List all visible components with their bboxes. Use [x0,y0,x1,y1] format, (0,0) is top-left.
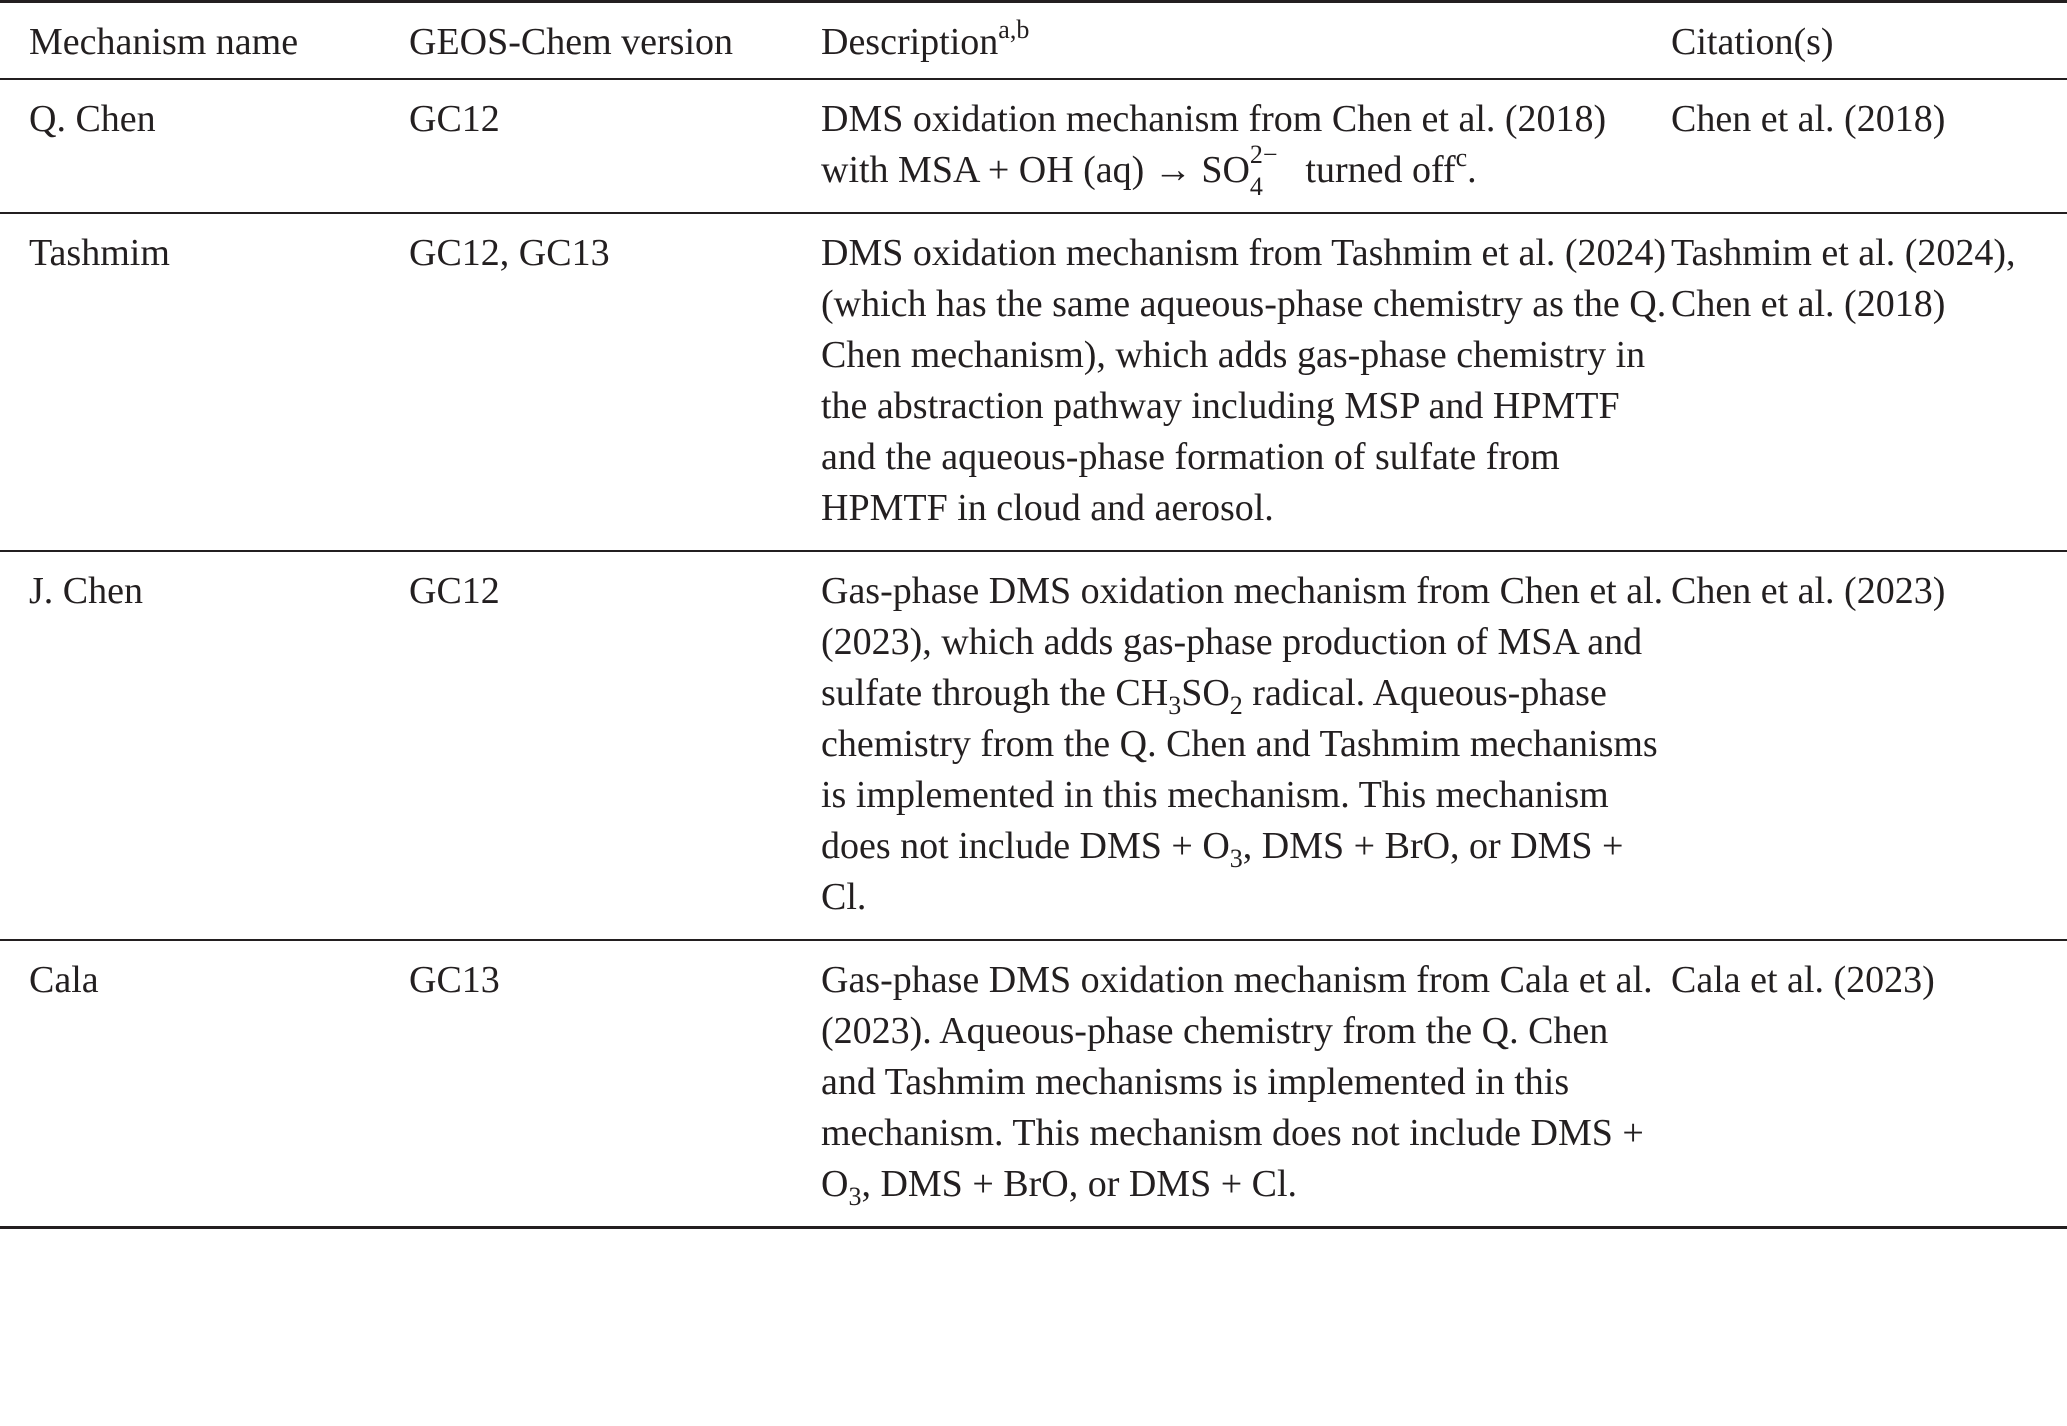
cell-description [821,79,1671,213]
desc-text: . [1467,149,1477,191]
table-header [0,2,2067,80]
cell-citations [1671,213,2067,551]
desc-text: DMS oxidation mechanism from Chen et al. (2018) with MSA + OH (aq) → SO [821,98,1607,191]
desc-text: , DMS + BrO, or DMS + Cl. [861,1163,1298,1205]
header-mechanism-name: Mechanism name [29,21,299,63]
table-row [0,551,2067,940]
sulfate-charge: 2− [1249,140,1278,169]
cell-citations [1671,551,2067,940]
citation: Chen et al. (2023) [1671,570,1946,612]
sulfate-charge-index [1249,140,1296,201]
cell-description [821,940,1671,1228]
desc-text: SO [1181,672,1230,714]
header-description [821,2,1671,80]
cell-version: GC13 [409,959,500,1001]
cell-version: GC12 [409,570,500,612]
desc-text: Gas-phase DMS oxidation mechanism from Cala et al. (2023). Aqueous-phase chemistry from the Q. Chen and Tashmim mechanisms is implemented in this mechanism. This mechanism does not include DMS + O [821,959,1653,1205]
citation: Chen et al. (2018) [1671,98,1946,140]
desc-text: turned off [1295,149,1456,191]
citation: Chen et al. (2018) [1671,283,1946,325]
table-row [0,940,2067,1228]
cell-mechanism-name: Q. Chen [29,98,156,140]
cell-version: GC12, GC13 [409,232,610,274]
table-row [0,213,2067,551]
subscript: 2 [1229,691,1243,720]
cell-mechanism-name: J. Chen [29,570,143,612]
desc-text: radical. Aqueous-phase chemistry from the Q. Chen and Tashmim mechanisms is implemented in this mechanism. This mechanism does not include DMS + O [821,672,1658,867]
sulfate-index: 4 [1249,172,1263,201]
header-geos-chem-version: GEOS-Chem version [409,21,734,63]
citation: Tashmim et al. (2024), [1671,232,2016,274]
desc-text: DMS oxidation mechanism from Tashmim et al. (2024) (which has the same aqueous-phase chemistry as the Q. Chen mechanism), which adds gas-phase chemistry in the abstraction pathway including MSP and HPMTF and the aqueous-phase formation of sulfate from HPMTF in cloud and aerosol. [821,232,1667,529]
table-body [0,79,2067,1228]
subscript: 3 [848,1182,862,1211]
subscript: 3 [1168,691,1182,720]
cell-description [821,551,1671,940]
table-row [0,79,2067,213]
header-description-label: Description [821,21,999,63]
cell-mechanism-name: Tashmim [29,232,170,274]
cell-citations [1671,940,2067,1228]
cell-description [821,213,1671,551]
footnote-marker: c [1455,143,1468,172]
cell-version: GC12 [409,98,500,140]
subscript: 3 [1229,844,1243,873]
cell-mechanism-name: Cala [29,959,99,1001]
header-citations: Citation(s) [1671,21,1834,63]
citation: Cala et al. (2023) [1671,959,1935,1001]
desc-text: , DMS + BrO, or DMS + Cl. [821,825,1624,918]
cell-citations [1671,79,2067,213]
header-row [0,2,2067,80]
desc-text: Gas-phase DMS oxidation mechanism from Chen et al. (2023), which adds gas-phase production of MSA and sulfate through the CH [821,570,1664,714]
header-description-footnote: a,b [998,15,1030,44]
